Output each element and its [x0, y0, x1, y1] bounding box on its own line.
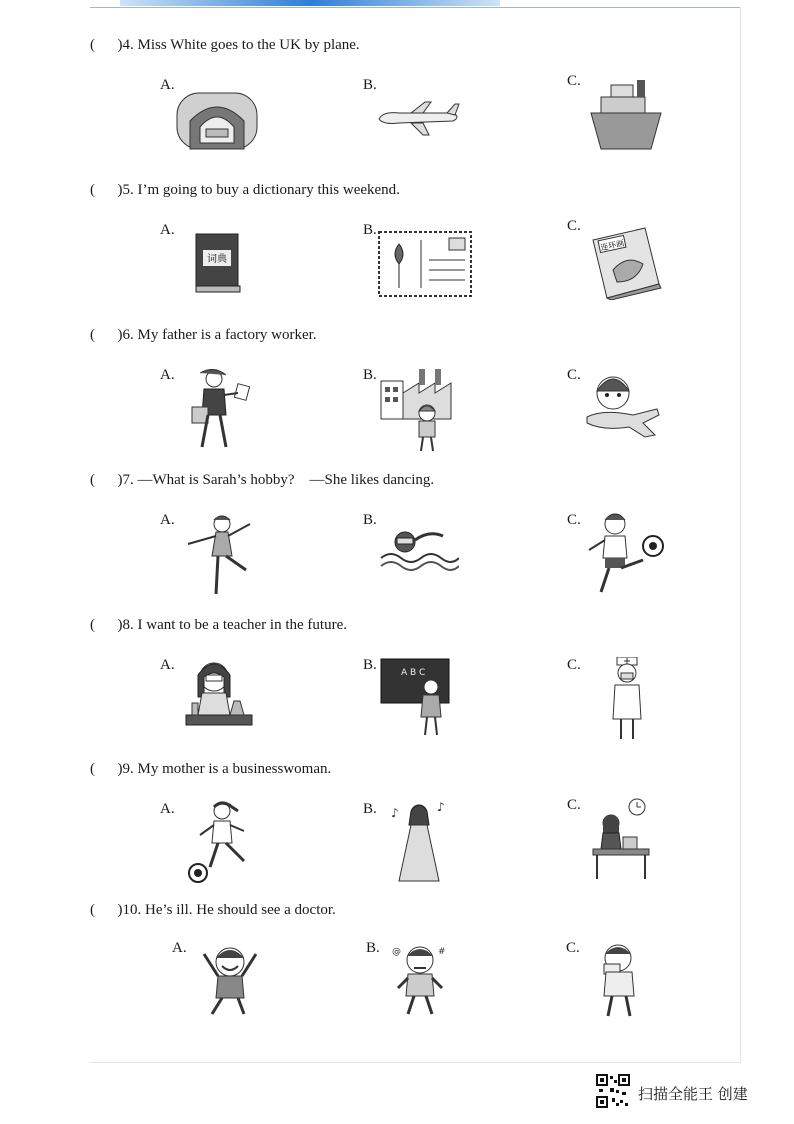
- question-8: [0, 617, 794, 759]
- question-text: ( )4. Miss White goes to the UK by plane.: [90, 37, 360, 53]
- option-c[interactable]: [567, 657, 747, 757]
- singer-icon: [389, 801, 449, 885]
- option-label: B.: [363, 657, 377, 673]
- question-text: ( )10. He’s ill. He should see a doctor.: [90, 902, 336, 918]
- sick-boy-icon: [594, 942, 646, 1020]
- ship-icon: [589, 79, 663, 151]
- qr-code-icon: [596, 1074, 630, 1108]
- option-label: C.: [567, 218, 581, 234]
- option-label: C.: [567, 73, 581, 89]
- option-label: A.: [160, 512, 175, 528]
- blackboard-text: A B C: [401, 668, 426, 678]
- question-10: [0, 902, 794, 1044]
- option-label: A.: [160, 367, 175, 383]
- option-label: C.: [567, 657, 581, 673]
- option-b[interactable]: [363, 801, 543, 901]
- option-label: B.: [363, 367, 377, 383]
- svg-text:♪: ♪: [391, 806, 399, 820]
- angry-boy-icon: [390, 942, 450, 1018]
- option-label: A.: [172, 940, 187, 956]
- comic-caption: 连环画: [599, 238, 625, 253]
- svg-text:#: #: [438, 947, 446, 957]
- svg-text:♪: ♪: [437, 801, 445, 814]
- option-a[interactable]: [160, 512, 340, 612]
- option-b[interactable]: [363, 77, 543, 177]
- option-b[interactable]: [363, 657, 543, 757]
- postcard-icon: [377, 230, 473, 298]
- option-label: B.: [363, 512, 377, 528]
- question-9: [0, 761, 794, 903]
- dictionary-icon: [194, 232, 242, 294]
- teacher-icon: [379, 657, 451, 739]
- option-a[interactable]: [160, 657, 340, 757]
- option-label: A.: [160, 801, 175, 817]
- option-a[interactable]: [160, 801, 340, 901]
- option-label: B.: [366, 940, 380, 956]
- woman-football-icon: [188, 801, 256, 885]
- footer-text: 扫描全能王 创建: [638, 1085, 748, 1103]
- option-a[interactable]: [160, 222, 340, 322]
- football-player-icon: [585, 512, 665, 596]
- option-c[interactable]: [566, 940, 746, 1040]
- option-c[interactable]: [567, 367, 747, 467]
- swimmer-icon: [379, 526, 459, 574]
- option-a[interactable]: [160, 367, 340, 467]
- dancer-icon: [182, 514, 254, 596]
- option-label: B.: [363, 801, 377, 817]
- question-4: [0, 37, 794, 179]
- top-rule: [90, 7, 740, 8]
- bottom-rule: [90, 1062, 740, 1063]
- businesswoman-icon: [591, 797, 651, 881]
- question-6: [0, 327, 794, 469]
- question-7: [0, 472, 794, 614]
- option-a[interactable]: [172, 940, 352, 1040]
- comic-book-icon: [587, 226, 663, 300]
- option-label: C.: [567, 797, 581, 813]
- option-a[interactable]: [160, 77, 340, 177]
- question-text: ( )5. I’m going to buy a dictionary this weekend.: [90, 182, 400, 198]
- option-b[interactable]: [363, 367, 543, 467]
- nurse-icon: [607, 657, 647, 741]
- option-label: A.: [160, 77, 175, 93]
- option-label: B.: [363, 77, 377, 93]
- option-label: A.: [160, 222, 175, 238]
- option-label: C.: [567, 512, 581, 528]
- option-c[interactable]: [567, 218, 747, 318]
- option-c[interactable]: [567, 512, 747, 612]
- question-text: ( )6. My father is a factory worker.: [90, 327, 317, 343]
- question-text: ( )8. I want to be a teacher in the future.: [90, 617, 347, 633]
- factory-worker-icon: [379, 367, 455, 453]
- option-label: C.: [566, 940, 580, 956]
- scientist-icon: [184, 657, 256, 739]
- option-c[interactable]: [567, 797, 747, 897]
- option-b[interactable]: [363, 512, 543, 612]
- tunnel-train-icon: [176, 87, 258, 151]
- svg-text:@: @: [392, 947, 401, 957]
- question-5: [0, 182, 794, 324]
- footer-watermark: [596, 1074, 786, 1114]
- dictionary-caption: 词典: [207, 254, 227, 265]
- happy-boy-icon: [200, 942, 260, 1018]
- option-label: C.: [567, 367, 581, 383]
- question-text: ( )7. —What is Sarah’s hobby? —She likes dancing.: [90, 472, 435, 488]
- option-label: B.: [363, 222, 377, 238]
- postman-icon: [188, 369, 252, 451]
- option-b[interactable]: [366, 940, 546, 1040]
- option-b[interactable]: [363, 222, 543, 322]
- pilot-icon: [583, 371, 663, 441]
- option-label: A.: [160, 657, 175, 673]
- top-color-band: [120, 0, 500, 6]
- option-c[interactable]: [567, 73, 747, 173]
- airplane-icon: [377, 101, 461, 137]
- question-text: ( )9. My mother is a businesswoman.: [90, 761, 332, 777]
